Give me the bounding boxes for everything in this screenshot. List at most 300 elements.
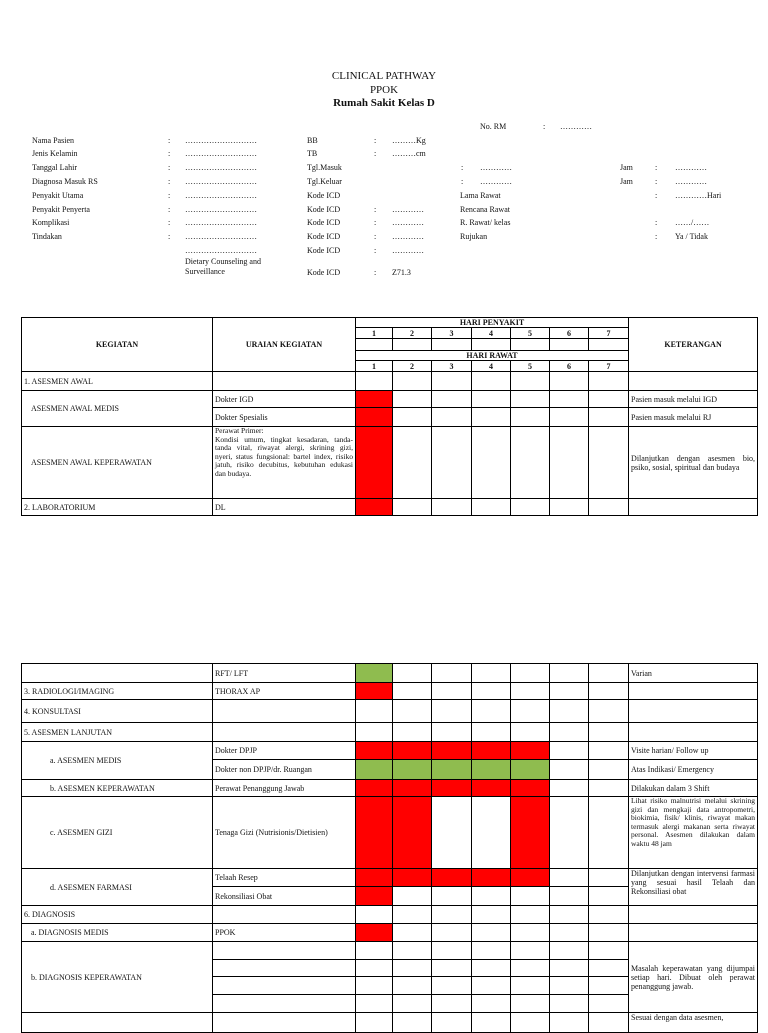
sep: : [655, 163, 658, 172]
uraian-thorax: THORAX AP [213, 683, 356, 700]
day-cell-varian [432, 760, 472, 780]
value-rujukan: Ya / Tidak [675, 232, 708, 241]
no-rm-value: ………… [560, 122, 592, 131]
value-tb: ………cm [392, 149, 426, 158]
day-cell-filled [356, 408, 393, 427]
label-kode-icd: Kode ICD [307, 246, 341, 255]
label-rencana-rawat: Rencana Rawat [460, 205, 510, 214]
label-kode-icd: Kode ICD [307, 218, 341, 227]
value-tindakan-2: ……………………… [185, 246, 257, 255]
section-konsultasi: 4. KONSULTASI [22, 700, 213, 723]
header-uraian-kegiatan: URAIAN KEGIATAN [213, 318, 356, 372]
day-cell [589, 664, 629, 683]
day-cell [356, 700, 393, 723]
value-jenis-kelamin: ……………………… [185, 149, 257, 158]
row-asesmen-awal-keperawatan: ASESMEN AWAL KEPERAWATAN [22, 427, 213, 499]
row-diagnosis-keperawatan: b. DIAGNOSIS KEPERAWATAN [22, 942, 213, 1013]
empty-cell [213, 995, 356, 1013]
day-cell [550, 942, 589, 960]
sep: : [374, 149, 377, 158]
day-cell-varian [511, 760, 550, 780]
no-rm-sep: : [543, 122, 546, 131]
day-cell [589, 427, 629, 499]
uraian-dokter-non-dpjp: Dokter non DPJP/dr. Ruangan [213, 760, 356, 780]
day-cell [511, 924, 550, 942]
day-number: 2 [393, 328, 432, 339]
pathway-table-top [21, 317, 758, 516]
day-cell [393, 887, 432, 906]
day-cell [589, 977, 629, 995]
day-cell-varian [393, 760, 432, 780]
day-cell [356, 960, 393, 977]
day-cell [432, 977, 472, 995]
day-cell [356, 942, 393, 960]
empty-cell [22, 664, 213, 683]
day-cell [589, 924, 629, 942]
empty-cell [213, 977, 356, 995]
value-bb: ………Kg [392, 136, 426, 145]
keterangan-gizi: Lihat risiko malnutrisi melalui skrining gizi dan mengkaji data antropometri, biokimia, fisik/ klinis, riwayat makan termasuk alergi makanan serta riwayat personal. Asesmen dilakukan dalam waktu 48 jam [629, 797, 758, 869]
day-cell [432, 887, 472, 906]
sep: : [461, 177, 464, 186]
label-kode-icd: Kode ICD [307, 191, 341, 200]
day-cell [472, 1013, 511, 1033]
value-komplikasi: ……………………… [185, 218, 257, 227]
keterangan-visite: Visite harian/ Follow up [629, 742, 758, 760]
day-cell [589, 869, 629, 887]
day-cell [589, 942, 629, 960]
day-cell [472, 942, 511, 960]
day-cell [432, 683, 472, 700]
day-cell [432, 408, 472, 427]
value-icd: ………… [392, 218, 424, 227]
day-cell-filled [472, 780, 511, 797]
empty-cell [629, 700, 758, 723]
day-cell [393, 427, 432, 499]
day-number: 7 [589, 361, 629, 372]
day-cell [550, 960, 589, 977]
day-cell [393, 683, 432, 700]
value-penyakit-penyerta: ……………………… [185, 205, 257, 214]
day-cell [356, 1013, 393, 1033]
label-penyakit-utama: Penyakit Utama [32, 191, 84, 200]
day-cell [550, 780, 589, 797]
day-cell [511, 906, 550, 924]
empty-cell [472, 372, 511, 391]
day-cell [472, 924, 511, 942]
uraian-perawat-primer [213, 427, 356, 499]
keterangan-asesmen: Sesuai dengan data asesmen, [629, 1013, 758, 1033]
day-cell-filled [432, 869, 472, 887]
day-cell [550, 906, 589, 924]
day-cell [432, 700, 472, 723]
label-komplikasi: Komplikasi [32, 218, 70, 227]
dietary-counseling: Dietary Counseling and Surveillance [185, 257, 261, 276]
empty-cell [629, 924, 758, 942]
label-tgl-keluar: Tgl.Keluar [307, 177, 342, 186]
uraian-dokter-spesialis: Dokter Spesialis [213, 408, 356, 427]
empty-cell [550, 339, 589, 351]
document-title: CLINICAL PATHWAY [331, 70, 437, 82]
day-cell [472, 723, 511, 742]
day-cell [393, 977, 432, 995]
day-cell [589, 408, 629, 427]
day-cell [511, 960, 550, 977]
day-cell [550, 408, 589, 427]
uraian-perawat-pj: Perawat Penanggung Jawab [213, 780, 356, 797]
day-number: 3 [432, 361, 472, 372]
day-cell [550, 760, 589, 780]
perawat-primer-detail: Kondisi umum, tingkat kesadaran, tanda-tanda vital, riwayat alergi, skrining gizi, nyeri, status fungsional: bartel index, risiko jatuh, risiko decubitus, kebutuhan edukasi dan budaya. [215, 434, 353, 478]
day-number: 6 [550, 328, 589, 339]
uraian-ppok: PPOK [213, 924, 356, 942]
day-cell [550, 742, 589, 760]
label-ruang-rawat: R. Rawat/ kelas [460, 218, 511, 227]
day-number: 6 [550, 361, 589, 372]
day-cell-filled [511, 742, 550, 760]
day-number: 7 [589, 328, 629, 339]
label-tanggal-lahir: Tanggal Lahir [32, 163, 77, 172]
day-cell-filled [356, 780, 393, 797]
keterangan-varian: Varian [629, 664, 758, 683]
keterangan-keperawatan: Dilanjutkan dengan asesmen bio, psiko, sosial, spiritual dan budaya [629, 427, 758, 499]
label-lama-rawat: Lama Rawat [460, 191, 501, 200]
value-icd: ………… [392, 232, 424, 241]
label-rujukan: Rujukan [460, 232, 488, 241]
day-cell-filled [356, 887, 393, 906]
day-cell [472, 499, 511, 516]
day-number: 5 [511, 361, 550, 372]
day-cell [432, 942, 472, 960]
uraian-tenaga-gizi: Tenaga Gizi (Nutrisionis/Dietisien) [213, 797, 356, 869]
uraian-rft-lft: RFT/ LFT [213, 664, 356, 683]
uraian-telaah-resep: Telaah Resep [213, 869, 356, 887]
day-cell [589, 887, 629, 906]
sep: : [168, 136, 171, 145]
sep: : [168, 191, 171, 200]
day-cell [589, 391, 629, 408]
empty-cell [213, 700, 356, 723]
day-cell [356, 977, 393, 995]
day-cell-varian [472, 760, 511, 780]
day-cell [472, 664, 511, 683]
empty-cell [393, 372, 432, 391]
day-cell-filled [393, 780, 432, 797]
day-cell [511, 887, 550, 906]
row-asesmen-keperawatan: b. ASESMEN KEPERAWATAN [22, 780, 213, 797]
day-cell [432, 391, 472, 408]
day-cell-filled [356, 797, 393, 869]
day-cell [432, 664, 472, 683]
day-cell-filled [472, 869, 511, 887]
day-cell [511, 700, 550, 723]
section-diagnosis: 6. DIAGNOSIS [22, 906, 213, 924]
day-cell [511, 499, 550, 516]
empty-cell [393, 339, 432, 351]
day-number: 2 [393, 361, 432, 372]
sep: : [655, 191, 658, 200]
value-jam-masuk: ………… [675, 163, 707, 172]
day-cell [472, 391, 511, 408]
day-cell [550, 797, 589, 869]
label-diagnosa-masuk: Diagnosa Masuk RS [32, 177, 98, 186]
day-cell [393, 700, 432, 723]
day-cell [550, 723, 589, 742]
day-cell [393, 942, 432, 960]
empty-cell [213, 960, 356, 977]
sep: : [374, 268, 377, 277]
keterangan-rj: Pasien masuk melalui RJ [629, 408, 758, 427]
section-radiologi: 3. RADIOLOGI/IMAGING [22, 683, 213, 700]
empty-cell [213, 372, 356, 391]
empty-cell [213, 942, 356, 960]
day-cell [356, 723, 393, 742]
value-jam-keluar: ………… [675, 177, 707, 186]
label-bb: BB [307, 136, 318, 145]
no-rm-label: No. RM [480, 122, 507, 131]
empty-cell [589, 339, 629, 351]
day-cell [589, 742, 629, 760]
day-cell-varian [356, 760, 393, 780]
empty-cell [589, 372, 629, 391]
sep: : [374, 246, 377, 255]
day-number: 3 [432, 328, 472, 339]
value-icd: ………… [392, 246, 424, 255]
label-jenis-kelamin: Jenis Kelamin [32, 149, 78, 158]
day-cell [589, 723, 629, 742]
row-asesmen-farmasi: d. ASESMEN FARMASI [22, 869, 213, 906]
day-cell [356, 995, 393, 1013]
day-cell [550, 700, 589, 723]
value-icd: ………… [392, 205, 424, 214]
empty-cell [213, 723, 356, 742]
day-cell [550, 391, 589, 408]
day-cell-filled [511, 869, 550, 887]
empty-cell [511, 339, 550, 351]
sep: : [374, 232, 377, 241]
uraian-dl: DL [213, 499, 356, 516]
day-cell [550, 977, 589, 995]
day-cell [589, 906, 629, 924]
day-cell [432, 797, 472, 869]
day-cell [472, 797, 511, 869]
day-cell-filled [356, 869, 393, 887]
row-asesmen-awal-medis: ASESMEN AWAL MEDIS [22, 391, 213, 427]
day-cell [472, 427, 511, 499]
day-number: 1 [356, 328, 393, 339]
day-cell [432, 906, 472, 924]
label-tindakan: Tindakan [32, 232, 62, 241]
day-cell [511, 683, 550, 700]
day-cell [393, 391, 432, 408]
day-cell [393, 499, 432, 516]
empty-cell [213, 906, 356, 924]
day-cell-filled [393, 797, 432, 869]
keterangan-3shift: Dilakukan dalam 3 Shift [629, 780, 758, 797]
row-diagnosis-medis: a. DIAGNOSIS MEDIS [22, 924, 213, 942]
uraian-dokter-dpjp: Dokter DPJP [213, 742, 356, 760]
day-cell [432, 723, 472, 742]
day-cell-filled [356, 427, 393, 499]
day-cell-filled [356, 742, 393, 760]
section-laboratorium: 2. LABORATORIUM [22, 499, 213, 516]
day-cell [511, 1013, 550, 1033]
day-cell [550, 427, 589, 499]
day-cell-filled [511, 797, 550, 869]
day-cell [393, 664, 432, 683]
document-subtitle: PPOK [369, 84, 399, 96]
sep: : [168, 218, 171, 227]
label-jam: Jam [620, 163, 633, 172]
day-cell [432, 995, 472, 1013]
day-cell [550, 683, 589, 700]
day-cell [550, 869, 589, 887]
day-cell [472, 960, 511, 977]
value-tgl-masuk: ………… [480, 163, 512, 172]
value-ruang-rawat: ……/…… [675, 218, 710, 227]
day-cell [393, 723, 432, 742]
day-cell [589, 1013, 629, 1033]
day-cell [472, 906, 511, 924]
sep: : [168, 149, 171, 158]
uraian-dokter-igd: Dokter IGD [213, 391, 356, 408]
header-kegiatan: KEGIATAN [22, 318, 213, 372]
label-penyakit-penyerta: Penyakit Penyerta [32, 205, 90, 214]
day-cell [550, 887, 589, 906]
empty-cell [356, 339, 393, 351]
day-cell [393, 995, 432, 1013]
day-cell-filled [511, 780, 550, 797]
day-cell [550, 499, 589, 516]
label-nama-pasien: Nama Pasien [32, 136, 74, 145]
keterangan-igd: Pasien masuk melalui IGD [629, 391, 758, 408]
day-cell [432, 924, 472, 942]
day-number: 1 [356, 361, 393, 372]
day-cell [472, 683, 511, 700]
day-cell [511, 942, 550, 960]
empty-cell [629, 723, 758, 742]
day-cell [550, 995, 589, 1013]
day-cell [511, 408, 550, 427]
sep: : [374, 205, 377, 214]
label-tb: TB [307, 149, 318, 158]
day-cell [472, 995, 511, 1013]
uraian-rekonsiliasi: Rekonsiliasi Obat [213, 887, 356, 906]
sep: : [168, 205, 171, 214]
sep: : [374, 136, 377, 145]
day-cell [589, 995, 629, 1013]
label-jam: Jam [620, 177, 633, 186]
header-hari-penyakit: HARI PENYAKIT [356, 318, 629, 328]
empty-cell [550, 372, 589, 391]
keterangan-emergency: Atas Indikasi/ Emergency [629, 760, 758, 780]
empty-cell [629, 906, 758, 924]
day-cell [432, 1013, 472, 1033]
section-asesmen-lanjutan: 5. ASESMEN LANJUTAN [22, 723, 213, 742]
value-penyakit-utama: ……………………… [185, 191, 257, 200]
day-cell-filled [432, 780, 472, 797]
day-cell [393, 906, 432, 924]
sep: : [655, 232, 658, 241]
day-cell [589, 960, 629, 977]
section-asesmen-awal: 1. ASESMEN AWAL [22, 372, 213, 391]
day-cell [472, 887, 511, 906]
empty-cell [629, 372, 758, 391]
day-cell [432, 427, 472, 499]
day-cell [589, 760, 629, 780]
empty-cell [629, 499, 758, 516]
label-kode-icd: Kode ICD [307, 232, 341, 241]
empty-cell [472, 339, 511, 351]
day-cell [472, 977, 511, 995]
day-cell-filled [356, 391, 393, 408]
day-cell [589, 780, 629, 797]
header-hari-rawat: HARI RAWAT [356, 351, 629, 361]
day-cell [589, 499, 629, 516]
day-cell-filled [356, 924, 393, 942]
value-diagnosa-masuk: ……………………… [185, 177, 257, 186]
day-cell-varian [356, 664, 393, 683]
value-tgl-keluar: ………… [480, 177, 512, 186]
day-number: 4 [472, 328, 511, 339]
sep: : [168, 163, 171, 172]
day-number: 4 [472, 361, 511, 372]
day-cell [511, 391, 550, 408]
day-cell [472, 408, 511, 427]
value-tanggal-lahir: ……………………… [185, 163, 257, 172]
day-cell [432, 499, 472, 516]
day-cell-filled [356, 683, 393, 700]
sep: : [655, 218, 658, 227]
day-cell-filled [472, 742, 511, 760]
pathway-table-bottom [21, 663, 758, 1033]
day-cell [550, 1013, 589, 1033]
day-cell [432, 960, 472, 977]
keterangan-diagnosis-keperawatan: Masalah keperawatan yang dijumpai setiap hari. Dibuat oleh perawat penanggung jawab. [629, 942, 758, 1013]
day-cell [589, 700, 629, 723]
label-tgl-masuk: Tgl.Masuk [307, 163, 342, 172]
empty-cell [511, 372, 550, 391]
header-keterangan: KETERANGAN [629, 318, 758, 372]
day-cell [511, 664, 550, 683]
day-cell [589, 683, 629, 700]
value-tindakan: ……………………… [185, 232, 257, 241]
day-cell-filled [393, 742, 432, 760]
sep: : [168, 177, 171, 186]
sep: : [461, 163, 464, 172]
day-cell [393, 924, 432, 942]
day-cell [511, 977, 550, 995]
day-cell [550, 924, 589, 942]
day-cell [356, 906, 393, 924]
perawat-primer-heading: Perawat Primer: [215, 426, 264, 435]
day-cell [393, 1013, 432, 1033]
day-cell [393, 408, 432, 427]
label-kode-icd: Kode ICD [307, 205, 341, 214]
row-asesmen-medis: a. ASESMEN MEDIS [22, 742, 213, 780]
empty-cell [356, 372, 393, 391]
empty-cell [629, 683, 758, 700]
day-cell [393, 960, 432, 977]
day-cell [589, 797, 629, 869]
keterangan-farmasi: Dilanjutkan dengan intervensi farmasi yang sesuai hasil Telaah dan Rekonsiliasi obat [629, 869, 758, 906]
empty-cell [213, 1013, 356, 1033]
label-kode-icd: Kode ICD [307, 268, 341, 277]
empty-cell [22, 1013, 213, 1033]
value-nama-pasien: ……………………… [185, 136, 257, 145]
row-asesmen-gizi: c. ASESMEN GIZI [22, 797, 213, 869]
day-number: 5 [511, 328, 550, 339]
